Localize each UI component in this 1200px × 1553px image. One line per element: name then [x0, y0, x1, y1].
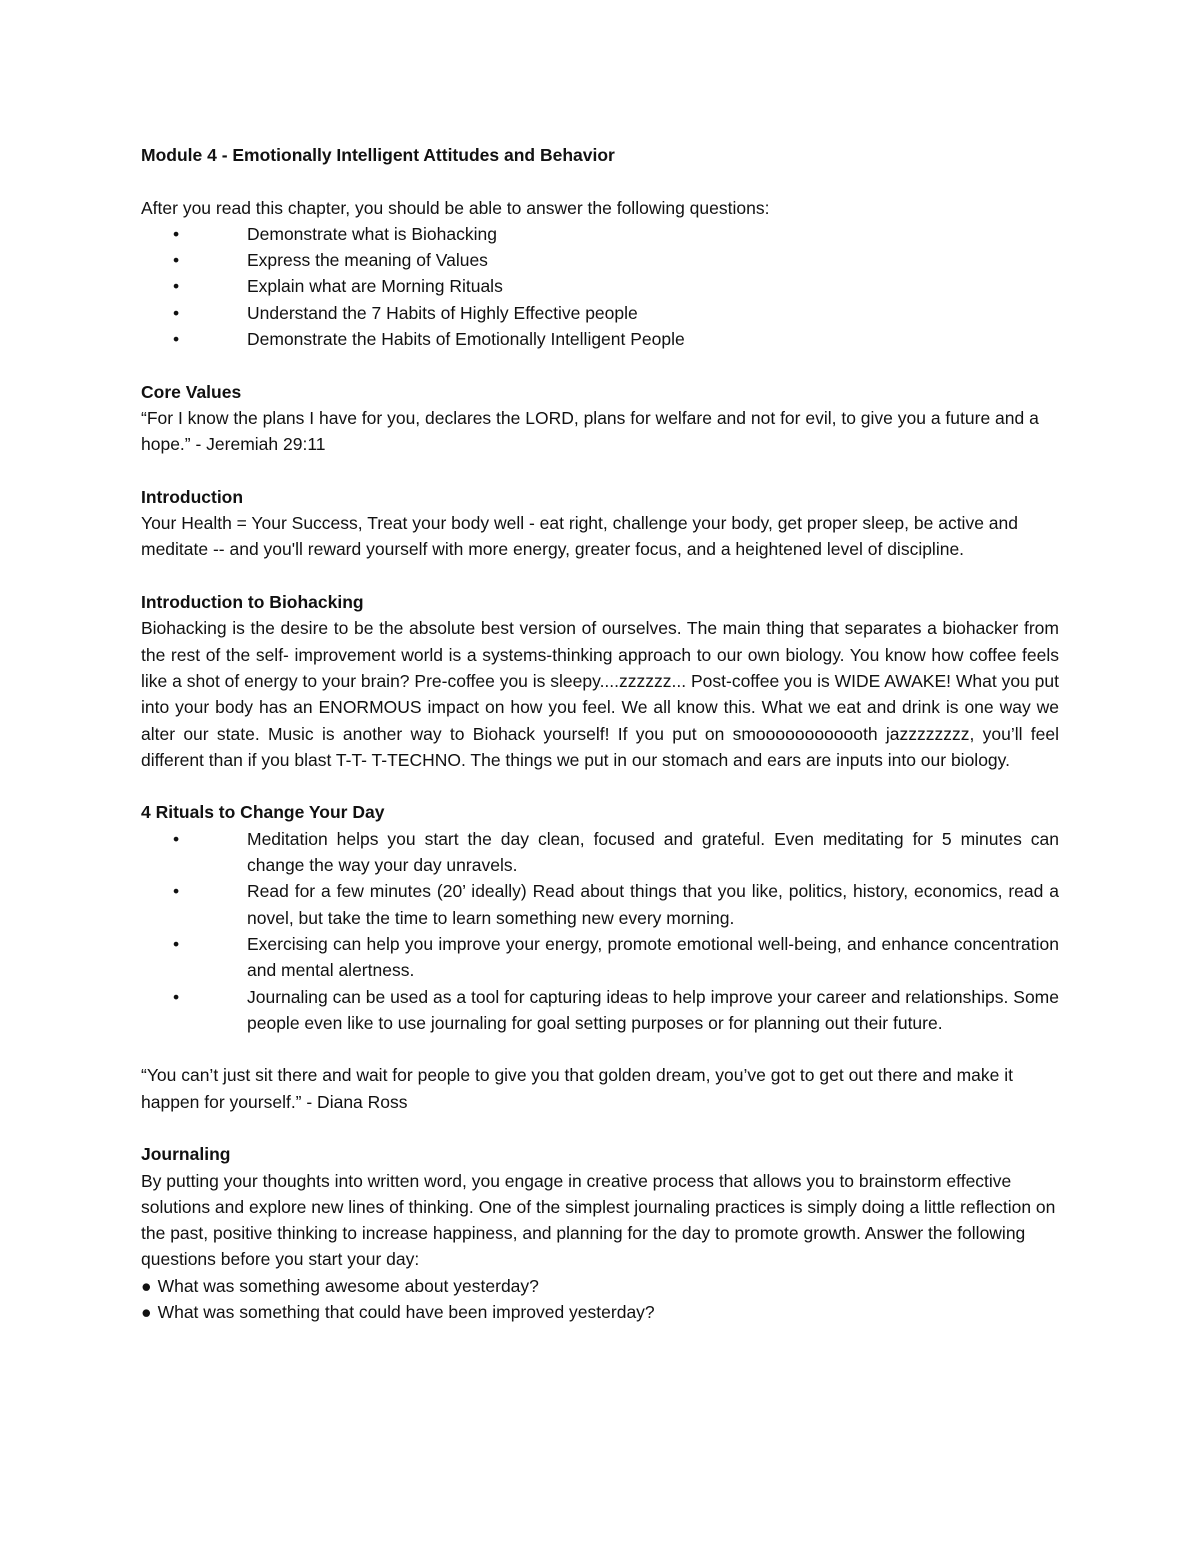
list-item-text: Understand the 7 Habits of Highly Effective people	[247, 302, 638, 323]
bullet-icon: •	[173, 986, 180, 1007]
list-item-text: Read for a few minutes (20’ ideally) Read about things that you like, politics, history, economics, read a novel, but take the time to learn something new every morning.	[247, 881, 1059, 928]
list-item-text: Meditation helps you start the day clean, focused and grateful. Even meditating for 5 minutes can change the way your day unravels.	[247, 828, 1059, 876]
list-item	[141, 1273, 1059, 1299]
list-item-text: Demonstrate what is Biohacking	[247, 223, 497, 244]
introduction-heading: Introduction	[141, 486, 244, 507]
list-item-text: Journaling can be used as a tool for capturing ideas to help improve your career and relationships. Some people even like to use journaling for goal setting purposes or for planning out their future.	[247, 986, 1059, 1033]
list-item	[141, 300, 1059, 326]
bullet-icon: •	[173, 276, 180, 297]
journaling-body: By putting your thoughts into written word, you engage in creative process that allows you to brainstorm effective solutions and explore new lines of thinking. One of the simplest journaling practices is simply doing a little reflection on the past, positive thinking to increase happiness, and planning for the day to promote growth. Answer the following questions before you start your day:	[141, 1170, 1056, 1270]
bullet-icon: •	[173, 828, 180, 849]
list-item-text: Explain what are Morning Rituals	[247, 276, 503, 297]
bullet-icon: •	[173, 881, 180, 902]
rituals-list	[141, 826, 1059, 1036]
ross-quote: “You can’t just sit there and wait for people to give you that golden dream, you’ve got to get out there and make it happen for yourself.” - Diana Ross	[141, 1065, 1013, 1112]
list-item	[141, 247, 1059, 273]
list-item	[141, 1299, 1059, 1325]
rituals-heading: 4 Rituals to Change Your Day	[141, 802, 385, 823]
bullet-icon: ●	[141, 1302, 152, 1323]
introduction-body: Your Health = Your Success, Treat your body well - eat right, challenge your body, get proper sleep, be active and meditate -- and you'll reward yourself with more energy, greater focus, and a heightened level of discipline.	[141, 513, 1018, 560]
core-values-quote: “For I know the plans I have for you, declares the LORD, plans for welfare and not for evil, to give you a future and a hope.” - Jeremiah 29:11	[141, 407, 1039, 455]
intro-prompt: After you read this chapter, you should be able to answer the following questions:	[141, 197, 770, 218]
document-body	[141, 142, 1059, 1325]
bullet-icon: •	[173, 302, 180, 323]
list-item-text: What was something awesome about yesterday?	[157, 1275, 539, 1296]
biohacking-heading: Introduction to Biohacking	[141, 592, 364, 613]
journaling-questions	[141, 1273, 1059, 1326]
list-item	[141, 878, 1059, 931]
bullet-icon: •	[173, 329, 180, 350]
bullet-icon: •	[173, 250, 180, 271]
list-item-text: Exercising can help you improve your energy, promote emotional well-being, and enhance concentration and mental alertness.	[247, 933, 1059, 981]
module-title: Module 4 - Emotionally Intelligent Attitudes and Behavior	[141, 145, 615, 165]
bullet-icon: •	[173, 933, 180, 954]
bullet-icon: •	[173, 223, 180, 244]
list-item	[141, 931, 1059, 984]
list-item-text: Demonstrate the Habits of Emotionally Intelligent People	[247, 329, 685, 350]
list-item-text: What was something that could have been improved yesterday?	[157, 1302, 655, 1323]
bullet-icon: ●	[141, 1275, 152, 1296]
biohacking-body: Biohacking is the desire to be the absolute best version of ourselves. The main thing that separates a biohacker from the rest of the self- improvement world is a systems-thinking approach to our own biology. You know how coffee feels like a shot of energy to your brain? Pre-coffee you is sleepy....zzzzzz... Post-coffee you is WIDE AWAKE! What you put into your body has an ENORMOUS impact on how you feel. We all know this. What we eat and drink is one way we alter our state. Music is another way to Biohack yourself! If you put on smoooooooooooth jazzzzzzzz, you’ll feel different than if you blast T-T- T-TECHNO. The things we put in our stomach and ears are inputs into our biology.	[141, 618, 1059, 770]
list-item	[141, 984, 1059, 1037]
list-item	[141, 221, 1059, 247]
list-item-text: Express the meaning of Values	[247, 250, 488, 271]
objectives-list	[141, 221, 1059, 352]
core-values-heading: Core Values	[141, 381, 242, 402]
journaling-heading: Journaling	[141, 1144, 231, 1165]
list-item	[141, 326, 1059, 352]
list-item	[141, 273, 1059, 299]
list-item	[141, 826, 1059, 879]
